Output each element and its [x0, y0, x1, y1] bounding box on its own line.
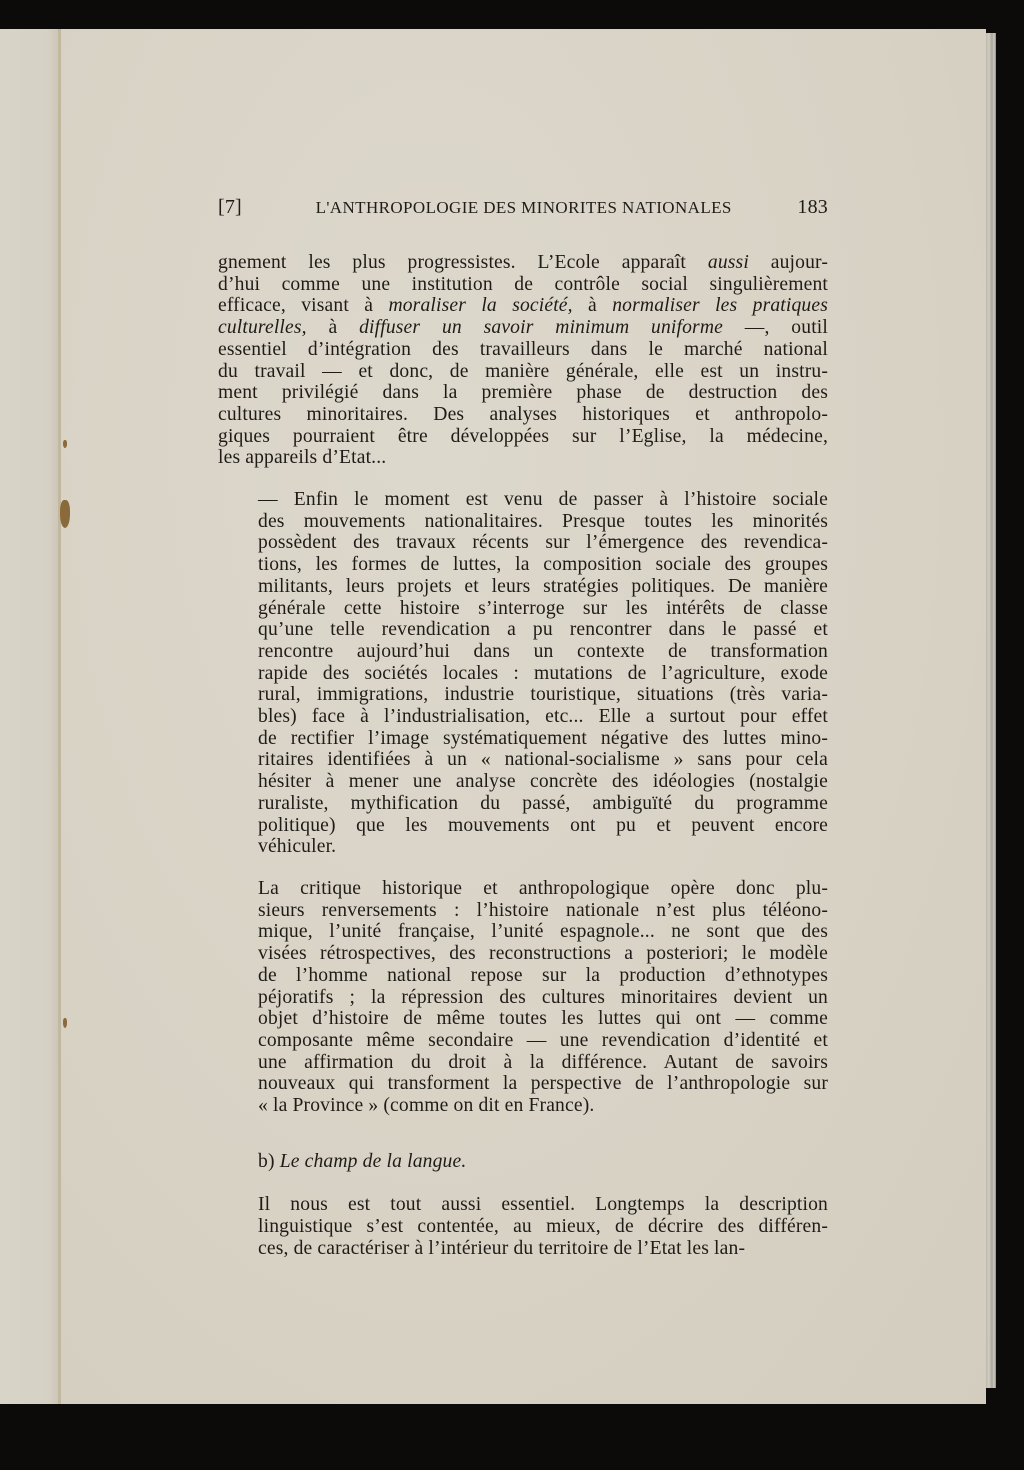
text-line [218, 274, 828, 296]
text-run: linguistique s’est contentée, au mieux, de décrire des différen- [258, 1216, 828, 1238]
text-line [218, 900, 828, 922]
text-line [218, 943, 828, 965]
text-line [218, 361, 828, 383]
text-run: cultures minoritaires. Des analyses historiques et anthropolo- [218, 403, 828, 425]
text-line [218, 641, 828, 663]
left-facing-page [0, 29, 60, 1404]
text-run: politique) que les mouvements ont pu et peuvent encore [258, 814, 828, 836]
text-run: les appareils d’Etat... [218, 447, 387, 469]
text-line [218, 684, 828, 706]
text-line [218, 339, 828, 361]
paper-stain [60, 500, 70, 528]
text-line [218, 619, 828, 641]
text-run: composante même secondaire — une revendication d’identité et [258, 1029, 828, 1051]
italic-text: aussi [707, 252, 749, 273]
text-line [218, 1052, 828, 1074]
text-line [218, 382, 828, 404]
text-line [218, 1216, 828, 1238]
running-head [218, 196, 828, 222]
text-line [218, 511, 828, 533]
text-run: Il nous est tout aussi essentiel. Longtemps la description [258, 1194, 828, 1216]
text-run: — Enfin le moment est venu de passer à l’histoire sociale [258, 489, 828, 511]
text-run: objet d’histoire de même toutes les luttes qui ont — comme [258, 1008, 828, 1030]
text-line [218, 554, 828, 576]
text-line [218, 771, 828, 793]
text-line [218, 598, 828, 620]
running-title: L'ANTHROPOLOGIE DES MINORITES NATIONALES [315, 198, 732, 217]
text-run: qu’une telle revendication a pu rencontrer dans le passé et [258, 619, 828, 641]
text-run: d’hui comme une institution de contrôle social singulièrement [218, 273, 828, 295]
text-line [218, 728, 828, 750]
text-run: essentiel d’intégration des travailleurs dans le marché national [218, 338, 828, 360]
text-run: nouveaux qui transforment la perspective de l’anthropologie sur [258, 1073, 828, 1095]
italic-text: normaliser les pratiques [612, 295, 828, 317]
text-line [218, 987, 828, 1009]
section-title: Le champ de la langue. [279, 1150, 467, 1172]
paragraph [218, 252, 828, 469]
page-text [218, 196, 828, 1260]
text-line [218, 663, 828, 685]
text-line [218, 749, 828, 771]
text-run: tions, les formes de luttes, la composition sociale des groupes [258, 554, 828, 576]
text-run: une affirmation du droit à la différence. Autant de savoirs [258, 1051, 828, 1073]
text-line [218, 836, 828, 858]
page-number: 183 [797, 196, 828, 218]
text-line [218, 404, 828, 426]
text-line [218, 706, 828, 728]
text-run: —, outil [722, 317, 828, 339]
text-run: ment privilégié dans la première phase de destruction des [218, 382, 828, 404]
text-line [218, 1238, 828, 1260]
text-line [218, 426, 828, 448]
text-line [218, 965, 828, 987]
text-run: véhiculer. [258, 836, 337, 858]
text-line [218, 295, 828, 317]
text-run: possèdent des travaux récents sur l’émergence des revendica- [258, 532, 828, 554]
text-run: giques pourraient être développées sur l’Eglise, la médecine, [218, 425, 828, 447]
page-edges [986, 33, 996, 1388]
text-run: rural, immigrations, industrie touristique, situations (très varia- [258, 684, 828, 706]
paper-stain [63, 1018, 67, 1028]
text-run: ruraliste, mythification du passé, ambiguïté du programme [258, 792, 828, 814]
text-line [218, 252, 828, 274]
text-run: de l’homme national repose sur la production d’ethnotypes [258, 964, 828, 986]
italic-text: culturelles, [218, 317, 307, 339]
text-line [218, 576, 828, 598]
paragraph [218, 1194, 828, 1259]
text-line [218, 878, 828, 900]
text-line [218, 317, 828, 339]
text-run: hésiter à mener une analyse concrète des idéologies (nostalgie [258, 771, 828, 793]
text-line [218, 1095, 828, 1117]
italic-text: moraliser la société, [388, 295, 573, 317]
text-run: de rectifier l’image systématiquement négative des luttes mino- [258, 727, 828, 749]
text-run: à [306, 317, 360, 339]
section-label: b) [258, 1150, 275, 1172]
text-run: militants, leurs projets et leurs stratégies politiques. De manière [258, 575, 828, 597]
text-run: mique, l’unité française, l’unité espagnole... ne sont que des [258, 921, 828, 943]
text-run: du travail — et donc, de manière générale, elle est un instru- [218, 360, 828, 382]
text-run: rencontre aujourd’hui dans un contexte de transformation [258, 640, 828, 662]
text-line [218, 921, 828, 943]
section-number: [7] [218, 196, 242, 218]
text-line [218, 1030, 828, 1052]
text-line [218, 447, 828, 469]
text-run: gnement les plus progressistes. L’Ecole apparaît [218, 252, 708, 273]
text-line [218, 489, 828, 511]
text-run: sieurs renversements : l’histoire nationale n’est plus téléono- [258, 899, 828, 921]
text-run: La critique historique et anthropologique opère donc plu- [258, 877, 828, 899]
italic-text: diffuser un savoir minimum uniforme [359, 317, 723, 339]
paper-stain [63, 440, 67, 448]
text-run: bles) face à l’industrialisation, etc... Elle a surtout pour effet [258, 706, 828, 728]
text-line [218, 1008, 828, 1030]
text-line [218, 1073, 828, 1095]
text-run: « la Province » (comme on dit en France). [258, 1095, 595, 1117]
text-run: efficace, visant à [218, 295, 389, 317]
paragraph [218, 489, 828, 858]
text-run: ritaires identifiées à un « national-socialisme » sans pour cela [258, 749, 828, 771]
paragraph [218, 878, 828, 1117]
text-line [218, 532, 828, 554]
text-line [218, 815, 828, 837]
text-run: rapide des sociétés locales : mutations de l’agriculture, exode [258, 662, 828, 684]
text-run: ces, de caractériser à l’intérieur du territoire de l’Etat les lan- [258, 1237, 746, 1259]
text-run: aujour- [748, 252, 828, 273]
text-run: visées rétrospectives, des reconstructions a posteriori; le modèle [258, 943, 828, 965]
text-run: générale cette histoire s’interroge sur les intérêts de classe [258, 597, 828, 619]
text-line [218, 793, 828, 815]
text-line [218, 1194, 828, 1216]
section-heading [218, 1151, 828, 1173]
text-run: à [572, 295, 613, 317]
text-run: péjoratifs ; la répression des cultures minoritaires devient un [258, 986, 828, 1008]
text-run: des mouvements nationalitaires. Presque toutes les minorités [258, 510, 828, 532]
